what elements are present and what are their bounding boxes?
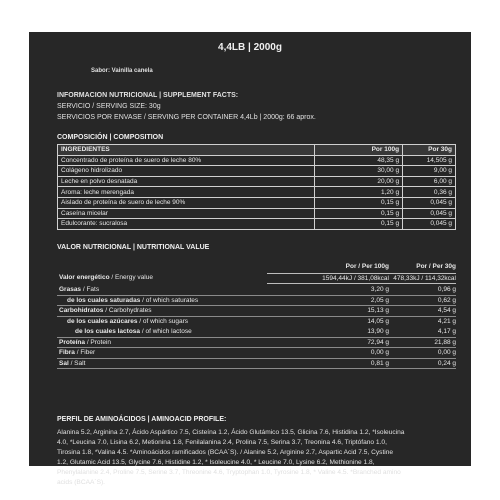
- protein-per-30g: 21,88 g: [434, 338, 456, 346]
- fiber-label-en: / Fiber: [74, 349, 96, 356]
- lactose-per-30g: 4,17 g: [437, 328, 456, 335]
- fats-label-en: / Fats: [81, 286, 100, 293]
- ingredient-per-100g: 0,15 g: [315, 208, 403, 219]
- row-divider: [57, 368, 456, 369]
- sugars-per-100g: 14,05 g: [367, 317, 389, 325]
- lactose-label-en: / of which lactose: [140, 328, 192, 335]
- salt-per-30g: 0,24 g: [437, 359, 456, 367]
- ingredient-name: Colágeno hidrolizado: [58, 166, 315, 177]
- saturates-per-100g: 2,05 g: [370, 296, 389, 304]
- ingredient-name: Leche en polvo desnatada: [58, 176, 315, 187]
- nutrition-row-lactose: [57, 327, 456, 338]
- supplement-facts-title: INFORMACION NUTRICIONAL | SUPPLEMENT FACTS:: [57, 92, 239, 99]
- amino-line: Alanina 5.2, Arginina 2.7, Ácido Aspártico 7.5, Cisteína 1.2, Ácido Glutámico 13.5, Glicina 7.6, Histidina 1.2, *Isoleucina: [57, 429, 405, 436]
- fats-per-30g: 0,96 g: [437, 286, 456, 293]
- ingredient-name: Aislado de proteína de suero de leche 90%: [58, 197, 315, 208]
- protein-label-en: / Protein: [85, 338, 112, 346]
- ingredient-per-30g: 0,045 g: [403, 208, 456, 219]
- nutrition-row-fats: [57, 285, 456, 296]
- ingredient-per-100g: 48,35 g: [315, 155, 403, 166]
- fiber-per-30g: 0,00 g: [437, 349, 456, 356]
- amino-line: Tirosina 1.8, *Valina 4.5. *Aminoácidos ramificados (BCAA´S). / Alanine 5.2, Arginine 2.7, Aspartic Acid 7.5, Cystine: [57, 449, 394, 456]
- energy-per-30g: 478,33kJ / 114,32kcal: [389, 273, 456, 284]
- ingredient-per-30g: 14,505 g: [403, 155, 456, 166]
- fiber-label: Fibra: [59, 349, 75, 356]
- ingredient-name: Aroma: leche merengada: [58, 187, 315, 198]
- sugars-per-30g: 4,21 g: [437, 317, 456, 325]
- ingredient-per-100g: 0,15 g: [315, 197, 403, 208]
- composition-title: COMPOSICIÓN | COMPOSITION: [57, 134, 164, 141]
- table-row: [58, 208, 456, 219]
- amino-profile-text: [57, 428, 457, 488]
- header-per-100g: Por / Per 100g: [345, 263, 389, 270]
- carbs-label: Carbohidratos: [59, 307, 104, 314]
- nutrition-row-salt: [57, 359, 456, 370]
- sugars-label: de los cuales azúcares: [67, 317, 138, 325]
- ingredient-per-100g: 1,20 g: [315, 187, 403, 198]
- amino-title: PERFIL DE AMINOÁCIDOS | AMINOACID PROFILE:: [57, 416, 227, 423]
- header-per-30g: Por / Per 30g: [416, 263, 456, 270]
- composition-table: [57, 144, 456, 230]
- lactose-per-100g: 13,90 g: [367, 328, 389, 335]
- fiber-per-100g: 0,00 g: [370, 349, 389, 356]
- ingredient-name: Caseína micelar: [58, 208, 315, 219]
- nutrition-row-energy: [57, 273, 456, 284]
- ingredient-name: Edulcorante: sucralosa: [58, 219, 315, 230]
- amino-line: Phenylalanine 2.4, Proline 7.5, Serine 3.7, Threonine 4.6, Tryptophan 1.0, Tyrosine 1.8, * Valine 4.5. *Branched amino: [57, 469, 401, 476]
- table-row: [58, 176, 456, 187]
- label-panel: [29, 32, 471, 486]
- salt-label-en: / Salt: [68, 359, 86, 367]
- header-per-30g: Por 30g: [403, 145, 456, 156]
- carbs-label-en: / Carbohydrates: [103, 307, 152, 314]
- ingredient-name: Concentrado de proteína de suero de leche 80%: [58, 155, 315, 166]
- saturates-label-en: / of which saturates: [140, 296, 199, 304]
- header-ingredients: INGREDIENTES: [58, 145, 315, 156]
- ingredient-per-30g: 0,36 g: [403, 187, 456, 198]
- sugars-label-en: / of which sugars: [137, 317, 189, 325]
- amino-line: 1.2, Glutamic Acid 13.5, Glycine 7.6, Histidine 1.2, * Isoleucine 4.0, * Leucine 7.0, Lysine 6.2, Methionine 1.8,: [57, 459, 375, 466]
- energy-label-en: / Energy value: [109, 273, 153, 281]
- salt-label: Sal: [59, 359, 69, 367]
- nutrition-row-saturates: [57, 296, 456, 307]
- ingredient-per-100g: 30,00 g: [315, 166, 403, 177]
- nutrition-row-carbs: [57, 306, 456, 317]
- ingredient-per-100g: 20,00 g: [315, 176, 403, 187]
- table-row: [58, 155, 456, 166]
- ingredient-per-30g: 0,045 g: [403, 219, 456, 230]
- energy-label: Valor energético: [59, 273, 110, 281]
- nutrition-row-protein: [57, 338, 456, 349]
- table-row: [58, 166, 456, 177]
- table-row: [58, 187, 456, 198]
- supplement-info: [57, 90, 316, 123]
- salt-per-100g: 0,81 g: [370, 359, 389, 367]
- protein-label: Proteína: [59, 338, 86, 346]
- carbs-per-30g: 4,54 g: [437, 307, 456, 314]
- flavor-label: Sabor: Vainilla canela: [91, 68, 153, 74]
- energy-per-100g: 1594,44kJ / 381,08kcal: [267, 273, 389, 284]
- ingredient-per-100g: 0,15 g: [315, 219, 403, 230]
- nutrition-row-sugars: [57, 317, 456, 328]
- ingredient-per-30g: 9,00 g: [403, 166, 456, 177]
- protein-per-100g: 72,94 g: [367, 338, 389, 346]
- ingredient-per-30g: 0,045 g: [403, 197, 456, 208]
- amino-line: acids (BCAA´S).: [57, 479, 105, 486]
- ingredient-per-30g: 6,00 g: [403, 176, 456, 187]
- saturates-label: de los cuales saturadas: [67, 296, 141, 304]
- table-row: [58, 219, 456, 230]
- nutrition-row-fiber: [57, 348, 456, 359]
- product-weight: 4,4LB | 2000g: [218, 42, 282, 53]
- nutrition-title: VALOR NUTRICIONAL | NUTRITIONAL VALUE: [57, 244, 210, 251]
- nutrition-table: [57, 262, 456, 369]
- nutrition-header-row: [57, 262, 456, 273]
- fats-per-100g: 3,20 g: [370, 286, 389, 293]
- fats-label: Grasas: [59, 286, 82, 293]
- saturates-per-30g: 0,62 g: [437, 296, 456, 304]
- carbs-per-100g: 15,13 g: [367, 307, 389, 314]
- table-header-row: [58, 145, 456, 156]
- table-row: [58, 197, 456, 208]
- header-per-100g: Por 100g: [315, 145, 403, 156]
- serving-size: SERVICIO / SERVING SIZE: 30g: [57, 103, 161, 110]
- servings-per-container: SERVICIOS POR ENVASE / SERVING PER CONTAINER 4,4Lb | 2000g: 66 aprox.: [57, 114, 316, 121]
- amino-line: 4.0, *Leucina 7.0, Lisina 6.2, Metionina 1.8, Fenilalanina 2.4, Prolina 7.5, Serina 3.7, Treonina 4.6, Triptófano 1.0,: [57, 439, 387, 446]
- lactose-label: de los cuales lactosa: [75, 328, 141, 335]
